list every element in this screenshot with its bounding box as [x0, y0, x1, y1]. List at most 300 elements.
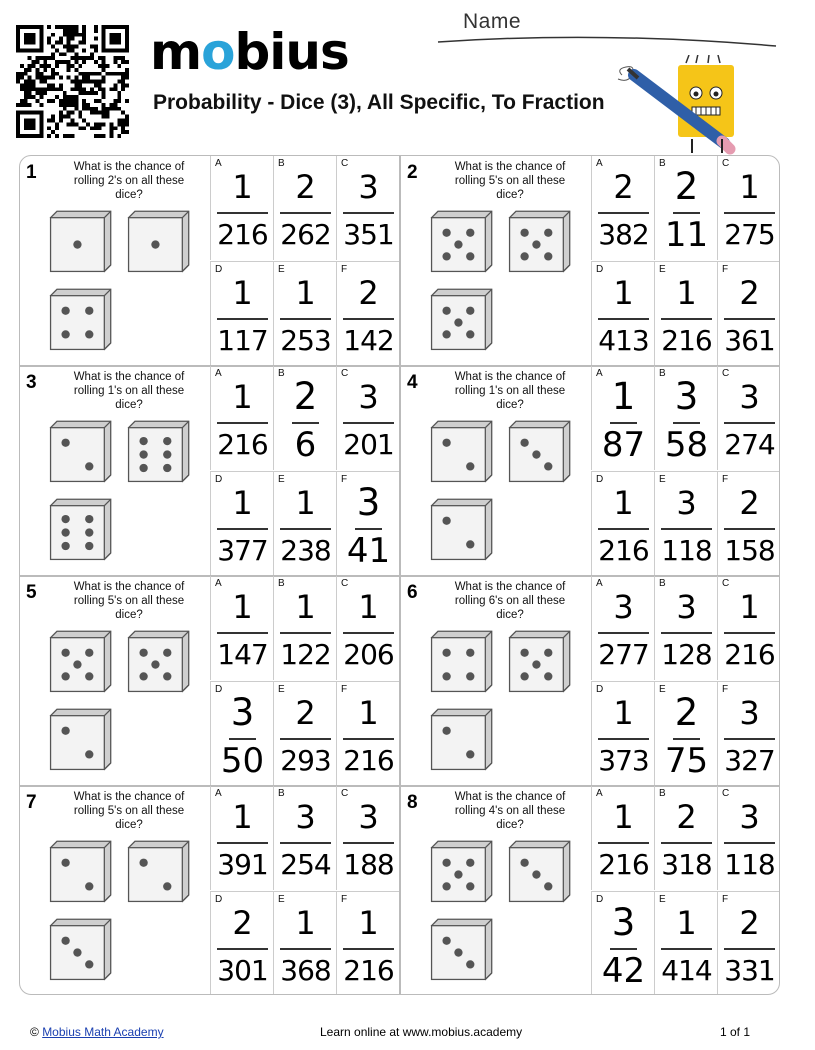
option-letter: D: [596, 894, 604, 905]
fraction-numerator: 1: [358, 588, 379, 626]
fraction-denominator: 262: [280, 218, 331, 251]
question-cell: [401, 786, 780, 995]
fraction-denominator: 128: [661, 638, 712, 671]
answer-option-b[interactable]: [273, 576, 336, 680]
answer-option-d[interactable]: [591, 261, 654, 365]
option-letter: A: [596, 158, 603, 169]
die-face-2-icon: [429, 420, 493, 484]
fraction-denominator: 301: [217, 954, 268, 987]
fraction-numerator: 1: [295, 588, 316, 626]
answer-option-f[interactable]: [336, 471, 399, 575]
fraction-numerator: 3: [676, 484, 697, 522]
die-face-2-icon: [48, 420, 112, 484]
answer-option-d[interactable]: [591, 681, 654, 785]
fraction-numerator: 2: [295, 168, 316, 206]
option-letter: A: [596, 368, 603, 379]
fraction-bar: [598, 632, 649, 634]
option-letter: C: [722, 578, 730, 589]
question-number: 5: [26, 582, 37, 603]
answer-option-f[interactable]: [717, 261, 780, 365]
option-letter: C: [722, 368, 730, 379]
option-letter: F: [722, 894, 729, 905]
fraction-denominator: 216: [217, 218, 268, 251]
mobius-logo: mobius: [150, 23, 349, 81]
option-letter: D: [596, 264, 604, 275]
name-label: Name: [463, 10, 522, 33]
fraction-numerator: 1: [232, 168, 253, 206]
question-cell: [401, 576, 780, 785]
fraction-numerator: 2: [674, 165, 699, 208]
fraction-denominator: 216: [217, 428, 268, 461]
fraction-numerator: 3: [358, 168, 379, 206]
qr-code-icon: [16, 25, 129, 138]
option-letter: B: [659, 578, 666, 589]
answer-option-a[interactable]: [210, 786, 273, 890]
fraction-numerator: 2: [739, 274, 760, 312]
option-letter: E: [278, 684, 285, 695]
fraction-denominator: 87: [601, 425, 646, 465]
fraction-bar: [724, 422, 775, 424]
option-letter: B: [278, 368, 285, 379]
option-letter: D: [215, 894, 223, 905]
option-letter: B: [278, 578, 285, 589]
question-number: 3: [26, 372, 37, 393]
option-letter: A: [596, 788, 603, 799]
question-text: What is the chance of rolling 5's on all these dice?: [73, 791, 185, 831]
answer-options: [210, 156, 399, 365]
fraction-numerator: 1: [358, 694, 379, 732]
fraction-bar: [280, 528, 331, 530]
answer-options: [591, 576, 780, 785]
fraction-denominator: 216: [598, 534, 649, 567]
fraction-denominator: 254: [280, 848, 331, 881]
fraction-bar: [217, 528, 268, 530]
die-face-5-icon: [507, 210, 571, 274]
fraction-numerator: 1: [611, 375, 636, 418]
fraction-denominator: 238: [280, 534, 331, 567]
fraction-denominator: 414: [661, 954, 712, 987]
fraction-bar: [343, 212, 394, 214]
option-letter: F: [341, 264, 348, 275]
fraction-numerator: 3: [739, 378, 760, 416]
question-cell: [20, 156, 399, 365]
die-face-2-icon: [48, 708, 112, 772]
fraction-numerator: 1: [739, 168, 760, 206]
fraction-bar: [724, 738, 775, 740]
answer-option-c[interactable]: [717, 576, 780, 680]
fraction-numerator: 2: [739, 484, 760, 522]
die-face-1-icon: [126, 210, 190, 274]
fraction-numerator: 3: [674, 375, 699, 418]
fraction-bar: [280, 738, 331, 740]
fraction-bar: [661, 318, 712, 320]
fraction-bar: [673, 212, 700, 214]
fraction-denominator: 351: [343, 218, 394, 251]
answer-options: [591, 786, 780, 995]
answer-option-d[interactable]: [210, 891, 273, 995]
question-number: 4: [407, 372, 418, 393]
fraction-bar: [661, 632, 712, 634]
answer-option-e[interactable]: [654, 261, 717, 365]
question-text: What is the chance of rolling 6's on all these dice?: [454, 581, 566, 621]
question-text: What is the chance of rolling 4's on all these dice?: [454, 791, 566, 831]
fraction-bar: [724, 528, 775, 530]
question-text: What is the chance of rolling 1's on all these dice?: [73, 371, 185, 411]
answer-option-a[interactable]: [210, 366, 273, 470]
answer-option-f[interactable]: [717, 891, 780, 995]
question-cell: [20, 576, 399, 785]
option-letter: A: [215, 578, 222, 589]
answer-option-d[interactable]: [210, 681, 273, 785]
answer-option-c[interactable]: [717, 156, 780, 260]
fraction-denominator: 368: [280, 954, 331, 987]
option-letter: A: [215, 158, 222, 169]
answer-option-a[interactable]: [591, 366, 654, 470]
fraction-denominator: 293: [280, 744, 331, 777]
die-face-4-icon: [429, 630, 493, 694]
question-cell: [401, 366, 780, 575]
option-letter: A: [215, 788, 222, 799]
answer-option-b[interactable]: [273, 156, 336, 260]
answer-option-b[interactable]: [654, 366, 717, 470]
fraction-numerator: 2: [674, 691, 699, 734]
fraction-numerator: 2: [613, 168, 634, 206]
option-letter: C: [722, 158, 730, 169]
answer-option-c[interactable]: [336, 366, 399, 470]
fraction-denominator: 206: [343, 638, 394, 671]
die-face-3-icon: [507, 840, 571, 904]
answer-option-f[interactable]: [717, 471, 780, 575]
fraction-denominator: 318: [661, 848, 712, 881]
option-letter: F: [341, 894, 348, 905]
option-letter: B: [278, 158, 285, 169]
footer-learn-online: Learn online at www.mobius.academy: [320, 1025, 523, 1039]
fraction-denominator: 216: [343, 744, 394, 777]
answer-option-a[interactable]: [591, 786, 654, 890]
die-face-5-icon: [429, 840, 493, 904]
answer-option-c[interactable]: [336, 786, 399, 890]
fraction-numerator: 1: [613, 694, 634, 732]
fraction-bar: [292, 422, 319, 424]
fraction-numerator: 3: [613, 588, 634, 626]
fraction-numerator: 2: [295, 694, 316, 732]
question-cell: [401, 156, 780, 365]
answer-option-d[interactable]: [210, 471, 273, 575]
fraction-bar: [610, 422, 637, 424]
question-cell: [20, 786, 399, 995]
fraction-numerator: 1: [676, 904, 697, 942]
die-face-2-icon: [429, 708, 493, 772]
fraction-bar: [280, 948, 331, 950]
option-letter: F: [722, 684, 729, 695]
fraction-numerator: 1: [232, 484, 253, 522]
fraction-denominator: 117: [217, 324, 268, 357]
fraction-bar: [598, 842, 649, 844]
fraction-denominator: 42: [601, 951, 646, 991]
fraction-numerator: 1: [232, 274, 253, 312]
option-letter: E: [659, 474, 666, 485]
answer-option-e[interactable]: [273, 261, 336, 365]
die-face-4-icon: [48, 288, 112, 352]
answer-option-e[interactable]: [654, 891, 717, 995]
die-face-3-icon: [48, 918, 112, 982]
fraction-denominator: 147: [217, 638, 268, 671]
fraction-denominator: 142: [343, 324, 394, 357]
fraction-numerator: 1: [232, 378, 253, 416]
answer-option-f[interactable]: [336, 261, 399, 365]
answer-option-d[interactable]: [591, 471, 654, 575]
page-title: Probability - Dice (3), All Specific, To Fraction: [153, 91, 605, 114]
answer-option-e[interactable]: [273, 891, 336, 995]
answer-option-e[interactable]: [273, 471, 336, 575]
fraction-numerator: 3: [611, 901, 636, 944]
option-letter: C: [722, 788, 730, 799]
answer-option-b[interactable]: [273, 366, 336, 470]
question-number: 7: [26, 792, 37, 813]
answer-option-c[interactable]: [336, 576, 399, 680]
fraction-bar: [217, 318, 268, 320]
fraction-numerator: 3: [676, 588, 697, 626]
fraction-denominator: 216: [661, 324, 712, 357]
option-letter: E: [659, 264, 666, 275]
answer-option-d[interactable]: [210, 261, 273, 365]
option-letter: D: [215, 264, 223, 275]
option-letter: A: [596, 578, 603, 589]
die-face-2-icon: [429, 498, 493, 562]
answer-options: [210, 576, 399, 785]
fraction-bar: [343, 422, 394, 424]
answer-option-b[interactable]: [273, 786, 336, 890]
fraction-bar: [661, 528, 712, 530]
fraction-bar: [229, 738, 256, 740]
answer-option-b[interactable]: [654, 786, 717, 890]
question-number: 8: [407, 792, 418, 813]
fraction-denominator: 361: [724, 324, 775, 357]
fraction-bar: [343, 318, 394, 320]
fraction-denominator: 253: [280, 324, 331, 357]
fraction-denominator: 216: [343, 954, 394, 987]
fraction-denominator: 58: [664, 425, 709, 465]
footer-copyright: © Mobius Math Academy: [30, 1025, 164, 1039]
fraction-denominator: 277: [598, 638, 649, 671]
answer-option-a[interactable]: [210, 576, 273, 680]
fraction-denominator: 413: [598, 324, 649, 357]
die-face-6-icon: [126, 420, 190, 484]
fraction-numerator: 3: [358, 378, 379, 416]
fraction-numerator: 2: [232, 904, 253, 942]
fraction-bar: [343, 948, 394, 950]
fraction-denominator: 188: [343, 848, 394, 881]
fraction-bar: [343, 738, 394, 740]
answer-option-d[interactable]: [591, 891, 654, 995]
fraction-bar: [724, 842, 775, 844]
option-letter: F: [341, 684, 348, 695]
question-number: 1: [26, 162, 37, 183]
fraction-numerator: 3: [295, 798, 316, 836]
fraction-bar: [598, 528, 649, 530]
fraction-denominator: 275: [724, 218, 775, 251]
answer-option-b[interactable]: [654, 156, 717, 260]
question-number: 2: [407, 162, 418, 183]
option-letter: B: [659, 158, 666, 169]
option-letter: C: [341, 158, 349, 169]
fraction-denominator: 373: [598, 744, 649, 777]
fraction-bar: [280, 212, 331, 214]
option-letter: C: [341, 578, 349, 589]
fraction-bar: [343, 632, 394, 634]
answer-option-b[interactable]: [654, 576, 717, 680]
fraction-denominator: 6: [294, 425, 317, 465]
answer-option-e[interactable]: [654, 681, 717, 785]
fraction-denominator: 201: [343, 428, 394, 461]
fraction-bar: [724, 212, 775, 214]
question-text: What is the chance of rolling 5's on all these dice?: [454, 161, 566, 201]
fraction-bar: [724, 948, 775, 950]
fraction-numerator: 1: [295, 904, 316, 942]
fraction-bar: [598, 738, 649, 740]
fraction-denominator: 118: [724, 848, 775, 881]
die-face-5-icon: [507, 630, 571, 694]
fraction-bar: [610, 948, 637, 950]
option-letter: D: [215, 684, 223, 695]
fraction-numerator: 3: [358, 798, 379, 836]
footer-link[interactable]: Mobius Math Academy: [42, 1025, 164, 1039]
option-letter: E: [659, 684, 666, 695]
option-letter: B: [659, 788, 666, 799]
fraction-bar: [217, 422, 268, 424]
option-letter: B: [278, 788, 285, 799]
fraction-numerator: 3: [356, 481, 381, 524]
fraction-bar: [673, 738, 700, 740]
answer-options: [210, 366, 399, 575]
fraction-denominator: 274: [724, 428, 775, 461]
fraction-bar: [280, 842, 331, 844]
fraction-numerator: 3: [739, 798, 760, 836]
option-letter: C: [341, 788, 349, 799]
answer-option-e[interactable]: [654, 471, 717, 575]
fraction-denominator: 41: [346, 531, 391, 571]
answer-options: [591, 156, 780, 365]
fraction-numerator: 2: [358, 274, 379, 312]
answer-option-c[interactable]: [717, 786, 780, 890]
fraction-bar: [343, 842, 394, 844]
fraction-bar: [661, 948, 712, 950]
fraction-denominator: 122: [280, 638, 331, 671]
fraction-numerator: 2: [676, 798, 697, 836]
fraction-bar: [280, 632, 331, 634]
fraction-denominator: 118: [661, 534, 712, 567]
fraction-numerator: 2: [739, 904, 760, 942]
die-face-5-icon: [48, 630, 112, 694]
die-face-3-icon: [429, 918, 493, 982]
fraction-denominator: 158: [724, 534, 775, 567]
question-text: What is the chance of rolling 2's on all these dice?: [73, 161, 185, 201]
fraction-numerator: 1: [739, 588, 760, 626]
fraction-bar: [355, 528, 382, 530]
fraction-numerator: 1: [613, 798, 634, 836]
option-letter: E: [278, 474, 285, 485]
die-face-5-icon: [126, 630, 190, 694]
answer-option-a[interactable]: [591, 156, 654, 260]
fraction-numerator: 1: [358, 904, 379, 942]
fraction-numerator: 1: [613, 484, 634, 522]
fraction-bar: [598, 318, 649, 320]
fraction-denominator: 216: [724, 638, 775, 671]
answer-option-a[interactable]: [591, 576, 654, 680]
option-letter: C: [341, 368, 349, 379]
question-text: What is the chance of rolling 1's on all these dice?: [454, 371, 566, 411]
fraction-numerator: 1: [232, 588, 253, 626]
fraction-bar: [724, 318, 775, 320]
fraction-numerator: 2: [293, 375, 318, 418]
die-face-1-icon: [48, 210, 112, 274]
fraction-bar: [217, 632, 268, 634]
answer-option-c[interactable]: [717, 366, 780, 470]
die-face-3-icon: [507, 420, 571, 484]
die-face-2-icon: [48, 840, 112, 904]
fraction-bar: [661, 842, 712, 844]
fraction-bar: [673, 422, 700, 424]
fraction-denominator: 11: [664, 215, 709, 255]
answer-option-f[interactable]: [336, 681, 399, 785]
option-letter: E: [659, 894, 666, 905]
fraction-numerator: 1: [232, 798, 253, 836]
fraction-numerator: 3: [739, 694, 760, 732]
fraction-denominator: 50: [220, 741, 265, 781]
fraction-bar: [217, 948, 268, 950]
answer-option-e[interactable]: [273, 681, 336, 785]
die-face-2-icon: [126, 840, 190, 904]
answer-option-c[interactable]: [336, 156, 399, 260]
die-face-5-icon: [429, 288, 493, 352]
question-grid: [19, 155, 780, 995]
answer-option-f[interactable]: [717, 681, 780, 785]
fraction-bar: [724, 632, 775, 634]
fraction-bar: [217, 212, 268, 214]
fraction-bar: [598, 212, 649, 214]
die-face-6-icon: [48, 498, 112, 562]
die-face-5-icon: [429, 210, 493, 274]
option-letter: D: [215, 474, 223, 485]
question-cell: [20, 366, 399, 575]
fraction-denominator: 331: [724, 954, 775, 987]
fraction-denominator: 377: [217, 534, 268, 567]
fraction-numerator: 1: [676, 274, 697, 312]
fraction-bar: [280, 318, 331, 320]
fraction-denominator: 391: [217, 848, 268, 881]
fraction-numerator: 1: [613, 274, 634, 312]
answer-option-f[interactable]: [336, 891, 399, 995]
option-letter: F: [341, 474, 348, 485]
fraction-numerator: 3: [230, 691, 255, 734]
answer-options: [591, 366, 780, 575]
fraction-denominator: 75: [664, 741, 709, 781]
option-letter: F: [722, 474, 729, 485]
pencil-mascot-icon: [612, 55, 752, 155]
fraction-numerator: 1: [295, 484, 316, 522]
fraction-denominator: 327: [724, 744, 775, 777]
option-letter: A: [215, 368, 222, 379]
option-letter: F: [722, 264, 729, 275]
option-letter: B: [659, 368, 666, 379]
fraction-numerator: 1: [295, 274, 316, 312]
fraction-bar: [217, 842, 268, 844]
answer-option-a[interactable]: [210, 156, 273, 260]
option-letter: D: [596, 684, 604, 695]
option-letter: E: [278, 264, 285, 275]
footer-page-number: 1 of 1: [720, 1025, 751, 1039]
answer-options: [210, 786, 399, 995]
